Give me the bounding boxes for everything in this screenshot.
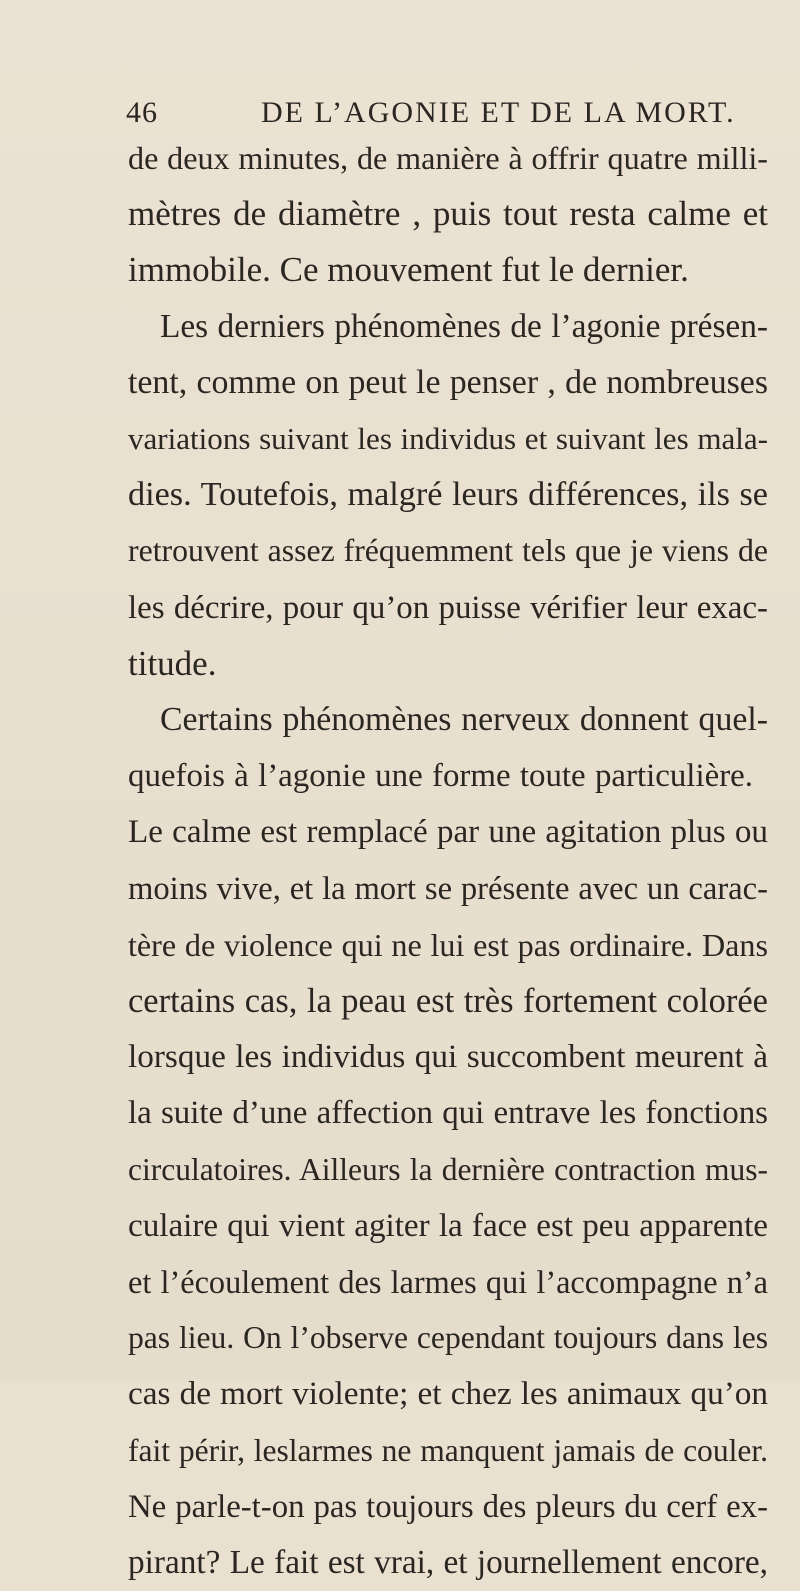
text-line: pirant? Le fait est vrai, et journellement encore, — [128, 1544, 768, 1582]
text-line: tent, comme on peut le penser , de nombreuses — [128, 363, 768, 401]
text-line: Certains phénomènes nerveux donnent quel- — [160, 701, 768, 739]
text-line: certains cas, la peau est très fortement colorée — [128, 982, 768, 1021]
text-line: Le calme est remplacé par une agitation plus ou — [128, 813, 768, 851]
text-line: la suite d’une affection qui entrave les fonctions — [128, 1095, 768, 1132]
text-line: cas de mort violente; et chez les animaux qu’on — [128, 1375, 768, 1413]
text-line: quefois à l’agonie une forme toute particulière. — [128, 758, 753, 795]
text-line: immobile. Ce mouvement fut le dernier. — [128, 250, 689, 290]
text-line: Les derniers phénomènes de l’agonie présen- — [160, 307, 768, 345]
text-line: mètres de diamètre , puis tout resta calme et — [128, 194, 768, 234]
text-line: titude. — [128, 643, 217, 683]
text-line: fait périr, leslarmes ne manquent jamais de couler. — [128, 1432, 768, 1468]
text-line: pas lieu. On l’observe cependant toujours dans les — [128, 1320, 768, 1356]
running-title: DE L’AGONIE ET DE LA MORT. — [261, 96, 736, 129]
page-number: 46 — [126, 96, 158, 129]
text-line: tère de violence qui ne lui est pas ordinaire. Dans — [128, 926, 768, 963]
text-line: variations suivant les individus et suivant les mala- — [128, 421, 768, 457]
text-line: de deux minutes, de manière à offrir quatre milli- — [128, 140, 768, 176]
text-line: circulatoires. Ailleurs la dernière contraction mus- — [128, 1151, 768, 1187]
text-line: culaire qui vient agiter la face est peu apparente — [128, 1206, 768, 1244]
text-line: retrouvent assez fréquemment tels que je viens de — [128, 533, 768, 569]
text-line: lorsque les individus qui succombent meurent à — [128, 1038, 768, 1076]
text-line: dies. Toutefois, malgré leurs différences, ils se — [128, 476, 768, 514]
text-line: les décrire, pour qu’on puisse vérifier leur exac- — [128, 589, 768, 626]
text-line: et l’écoulement des larmes qui l’accompagne n’a — [128, 1264, 768, 1301]
body-text — [128, 130, 768, 1591]
text-line: moins vive, et la mort se présente avec un carac- — [128, 870, 768, 907]
text-line: Ne parle-t-on pas toujours des pleurs du cerf ex- — [128, 1488, 768, 1525]
